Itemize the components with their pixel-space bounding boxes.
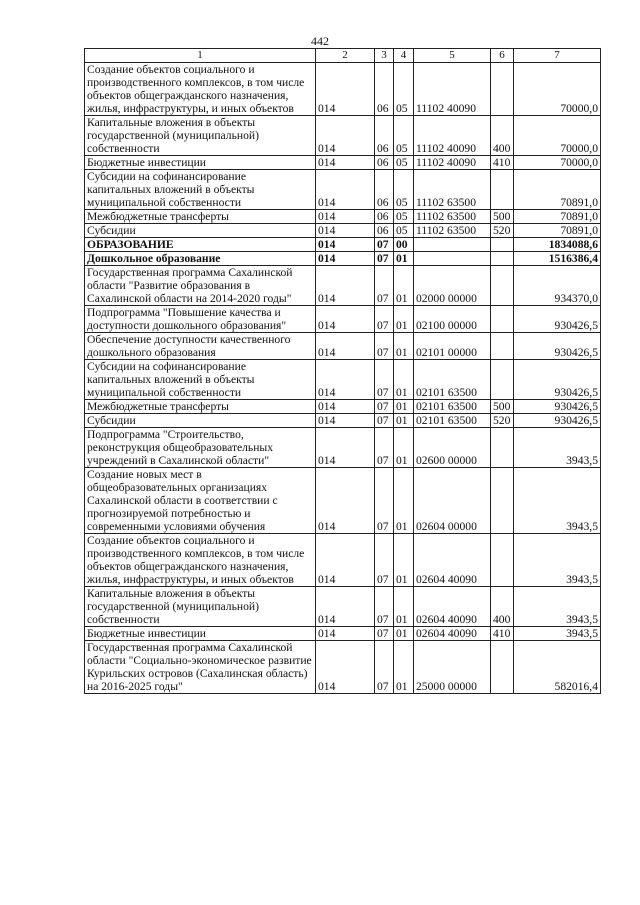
row-name-cell: Субсидии bbox=[85, 224, 316, 238]
section-code-cell: 07 bbox=[375, 414, 394, 428]
amount-cell: 1516386,4 bbox=[514, 252, 601, 266]
row-name-cell: Субсидии bbox=[85, 414, 316, 428]
amount-cell: 70000,0 bbox=[514, 63, 601, 116]
row-name-cell: Бюджетные инвестиции bbox=[85, 156, 316, 170]
subsection-code-cell: 01 bbox=[394, 468, 414, 534]
expense-type-cell bbox=[491, 266, 514, 306]
subsection-code-cell: 01 bbox=[394, 333, 414, 360]
subsection-code-cell: 01 bbox=[394, 266, 414, 306]
amount-cell: 70891,0 bbox=[514, 170, 601, 210]
expense-type-cell bbox=[491, 238, 514, 252]
amount-cell: 70891,0 bbox=[514, 224, 601, 238]
table-row bbox=[85, 224, 601, 238]
table-row bbox=[85, 468, 601, 534]
ministry-code-cell: 014 bbox=[316, 224, 375, 238]
ministry-code-cell: 014 bbox=[316, 627, 375, 641]
row-name-cell: Бюджетные инвестиции bbox=[85, 627, 316, 641]
table-row bbox=[85, 428, 601, 468]
section-code-cell: 06 bbox=[375, 116, 394, 156]
subsection-code-cell: 01 bbox=[394, 360, 414, 400]
section-code-cell: 06 bbox=[375, 156, 394, 170]
subsection-code-cell: 00 bbox=[394, 238, 414, 252]
subsection-code-cell: 01 bbox=[394, 400, 414, 414]
table-row bbox=[85, 534, 601, 587]
expense-type-cell: 520 bbox=[491, 414, 514, 428]
ministry-code-cell: 014 bbox=[316, 414, 375, 428]
expense-type-cell bbox=[491, 641, 514, 694]
table-row bbox=[85, 627, 601, 641]
amount-cell: 3943,5 bbox=[514, 587, 601, 627]
subsection-code-cell: 05 bbox=[394, 156, 414, 170]
ministry-code-cell: 014 bbox=[316, 116, 375, 156]
table-row bbox=[85, 156, 601, 170]
target-article-cell: 02604 40090 bbox=[414, 627, 491, 641]
expense-type-cell bbox=[491, 468, 514, 534]
target-article-cell: 02101 63500 bbox=[414, 400, 491, 414]
amount-cell: 3943,5 bbox=[514, 428, 601, 468]
column-header: 4 bbox=[394, 49, 414, 63]
target-article-cell bbox=[414, 238, 491, 252]
row-name-cell: Подпрограмма "Строительство, реконструкция общеобразовательных учреждений в Сахалинской области" bbox=[85, 428, 316, 468]
subsection-code-cell: 05 bbox=[394, 116, 414, 156]
table-header-row bbox=[85, 49, 601, 63]
ministry-code-cell: 014 bbox=[316, 306, 375, 333]
section-code-cell: 07 bbox=[375, 238, 394, 252]
target-article-cell: 02100 00000 bbox=[414, 306, 491, 333]
target-article-cell: 02600 00000 bbox=[414, 428, 491, 468]
row-name-cell: Субсидии на софинансирование капитальных вложений в объекты муниципальной собственности bbox=[85, 170, 316, 210]
target-article-cell: 11102 63500 bbox=[414, 210, 491, 224]
table-row bbox=[85, 116, 601, 156]
row-name-cell: Создание новых мест в общеобразовательных организациях Сахалинской области в соответствии с прогнозируемой потребностью и современными условиями обучения bbox=[85, 468, 316, 534]
column-header: 1 bbox=[85, 49, 316, 63]
amount-cell: 1834088,6 bbox=[514, 238, 601, 252]
target-article-cell: 11102 63500 bbox=[414, 224, 491, 238]
table-row bbox=[85, 266, 601, 306]
subsection-code-cell: 01 bbox=[394, 428, 414, 468]
row-name-cell: Создание объектов социального и производственного комплексов, в том числе объектов общегражданского назначения, жилья, инфраструктуры, и иных объектов bbox=[85, 63, 316, 116]
expense-type-cell bbox=[491, 63, 514, 116]
target-article-cell: 02604 00000 bbox=[414, 468, 491, 534]
ministry-code-cell: 014 bbox=[316, 641, 375, 694]
row-name-cell: Капитальные вложения в объекты государственной (муниципальной) собственности bbox=[85, 587, 316, 627]
ministry-code-cell: 014 bbox=[316, 587, 375, 627]
subsection-code-cell: 01 bbox=[394, 587, 414, 627]
target-article-cell bbox=[414, 252, 491, 266]
amount-cell: 930426,5 bbox=[514, 306, 601, 333]
subsection-code-cell: 01 bbox=[394, 306, 414, 333]
table-row bbox=[85, 414, 601, 428]
table-row bbox=[85, 587, 601, 627]
amount-cell: 70891,0 bbox=[514, 210, 601, 224]
subsection-code-cell: 05 bbox=[394, 224, 414, 238]
expense-type-cell bbox=[491, 534, 514, 587]
table-row bbox=[85, 333, 601, 360]
target-article-cell: 11102 63500 bbox=[414, 170, 491, 210]
subsection-code-cell: 01 bbox=[394, 252, 414, 266]
section-code-cell: 07 bbox=[375, 428, 394, 468]
subsection-code-cell: 05 bbox=[394, 170, 414, 210]
row-name-cell: Дошкольное образование bbox=[85, 252, 316, 266]
amount-cell: 3943,5 bbox=[514, 534, 601, 587]
expense-type-cell bbox=[491, 252, 514, 266]
target-article-cell: 02101 00000 bbox=[414, 333, 491, 360]
target-article-cell: 02000 00000 bbox=[414, 266, 491, 306]
subsection-code-cell: 01 bbox=[394, 641, 414, 694]
ministry-code-cell: 014 bbox=[316, 333, 375, 360]
section-code-cell: 07 bbox=[375, 333, 394, 360]
section-code-cell: 06 bbox=[375, 210, 394, 224]
subsection-code-cell: 01 bbox=[394, 627, 414, 641]
page-number: 442 bbox=[311, 34, 329, 48]
ministry-code-cell: 014 bbox=[316, 400, 375, 414]
expense-type-cell: 500 bbox=[491, 210, 514, 224]
row-name-cell: Межбюджетные трансферты bbox=[85, 210, 316, 224]
table-row bbox=[85, 63, 601, 116]
target-article-cell: 25000 00000 bbox=[414, 641, 491, 694]
subsection-code-cell: 01 bbox=[394, 534, 414, 587]
row-name-cell: Капитальные вложения в объекты государственной (муниципальной) собственности bbox=[85, 116, 316, 156]
target-article-cell: 02604 40090 bbox=[414, 587, 491, 627]
expense-type-cell: 410 bbox=[491, 156, 514, 170]
expense-type-cell: 400 bbox=[491, 587, 514, 627]
table-row bbox=[85, 210, 601, 224]
column-header: 7 bbox=[514, 49, 601, 63]
expense-type-cell: 520 bbox=[491, 224, 514, 238]
column-header: 6 bbox=[491, 49, 514, 63]
ministry-code-cell: 014 bbox=[316, 534, 375, 587]
section-code-cell: 06 bbox=[375, 170, 394, 210]
expense-type-cell: 410 bbox=[491, 627, 514, 641]
row-name-cell: Подпрограмма "Повышение качества и доступности дошкольного образования" bbox=[85, 306, 316, 333]
ministry-code-cell: 014 bbox=[316, 252, 375, 266]
ministry-code-cell: 014 bbox=[316, 210, 375, 224]
ministry-code-cell: 014 bbox=[316, 170, 375, 210]
row-name-cell: Создание объектов социального и производственного комплексов, в том числе объектов общегражданского назначения, жилья, инфраструктуры, и иных объектов bbox=[85, 534, 316, 587]
amount-cell: 930426,5 bbox=[514, 333, 601, 360]
section-code-cell: 07 bbox=[375, 252, 394, 266]
row-name-cell: Государственная программа Сахалинской области "Развитие образования в Сахалинской области на 2014-2020 годы" bbox=[85, 266, 316, 306]
amount-cell: 70000,0 bbox=[514, 156, 601, 170]
amount-cell: 930426,5 bbox=[514, 400, 601, 414]
column-header: 2 bbox=[316, 49, 375, 63]
expense-type-cell bbox=[491, 170, 514, 210]
expense-type-cell bbox=[491, 360, 514, 400]
table-row bbox=[85, 360, 601, 400]
table-row bbox=[85, 306, 601, 333]
ministry-code-cell: 014 bbox=[316, 468, 375, 534]
table-row bbox=[85, 170, 601, 210]
target-article-cell: 11102 40090 bbox=[414, 63, 491, 116]
section-code-cell: 07 bbox=[375, 266, 394, 306]
row-name-cell: Субсидии на софинансирование капитальных вложений в объекты муниципальной собственности bbox=[85, 360, 316, 400]
section-code-cell: 06 bbox=[375, 224, 394, 238]
expense-type-cell: 500 bbox=[491, 400, 514, 414]
row-name-cell: Межбюджетные трансферты bbox=[85, 400, 316, 414]
section-code-cell: 07 bbox=[375, 641, 394, 694]
amount-cell: 934370,0 bbox=[514, 266, 601, 306]
section-code-cell: 07 bbox=[375, 400, 394, 414]
ministry-code-cell: 014 bbox=[316, 238, 375, 252]
section-code-cell: 06 bbox=[375, 63, 394, 116]
table-row bbox=[85, 641, 601, 694]
amount-cell: 930426,5 bbox=[514, 360, 601, 400]
section-code-cell: 07 bbox=[375, 360, 394, 400]
table-row bbox=[85, 238, 601, 252]
ministry-code-cell: 014 bbox=[316, 156, 375, 170]
ministry-code-cell: 014 bbox=[316, 428, 375, 468]
table-row bbox=[85, 252, 601, 266]
section-code-cell: 07 bbox=[375, 534, 394, 587]
subsection-code-cell: 05 bbox=[394, 210, 414, 224]
section-code-cell: 07 bbox=[375, 306, 394, 333]
target-article-cell: 02101 63500 bbox=[414, 360, 491, 400]
ministry-code-cell: 014 bbox=[316, 266, 375, 306]
expense-type-cell bbox=[491, 306, 514, 333]
expense-type-cell: 400 bbox=[491, 116, 514, 156]
column-header: 3 bbox=[375, 49, 394, 63]
amount-cell: 3943,5 bbox=[514, 468, 601, 534]
section-code-cell: 07 bbox=[375, 627, 394, 641]
target-article-cell: 02604 40090 bbox=[414, 534, 491, 587]
expense-type-cell bbox=[491, 428, 514, 468]
row-name-cell: Обеспечение доступности качественного дошкольного образования bbox=[85, 333, 316, 360]
amount-cell: 3943,5 bbox=[514, 627, 601, 641]
row-name-cell: Государственная программа Сахалинской области "Социально-экономическое развитие Курильских островов (Сахалинская область) на 2016-2025 годы" bbox=[85, 641, 316, 694]
expense-type-cell bbox=[491, 333, 514, 360]
budget-table bbox=[84, 48, 601, 694]
section-code-cell: 07 bbox=[375, 468, 394, 534]
target-article-cell: 11102 40090 bbox=[414, 116, 491, 156]
target-article-cell: 11102 40090 bbox=[414, 156, 491, 170]
subsection-code-cell: 05 bbox=[394, 63, 414, 116]
section-code-cell: 07 bbox=[375, 587, 394, 627]
ministry-code-cell: 014 bbox=[316, 360, 375, 400]
amount-cell: 582016,4 bbox=[514, 641, 601, 694]
amount-cell: 930426,5 bbox=[514, 414, 601, 428]
target-article-cell: 02101 63500 bbox=[414, 414, 491, 428]
row-name-cell: ОБРАЗОВАНИЕ bbox=[85, 238, 316, 252]
column-header: 5 bbox=[414, 49, 491, 63]
table-row bbox=[85, 400, 601, 414]
subsection-code-cell: 01 bbox=[394, 414, 414, 428]
amount-cell: 70000,0 bbox=[514, 116, 601, 156]
ministry-code-cell: 014 bbox=[316, 63, 375, 116]
